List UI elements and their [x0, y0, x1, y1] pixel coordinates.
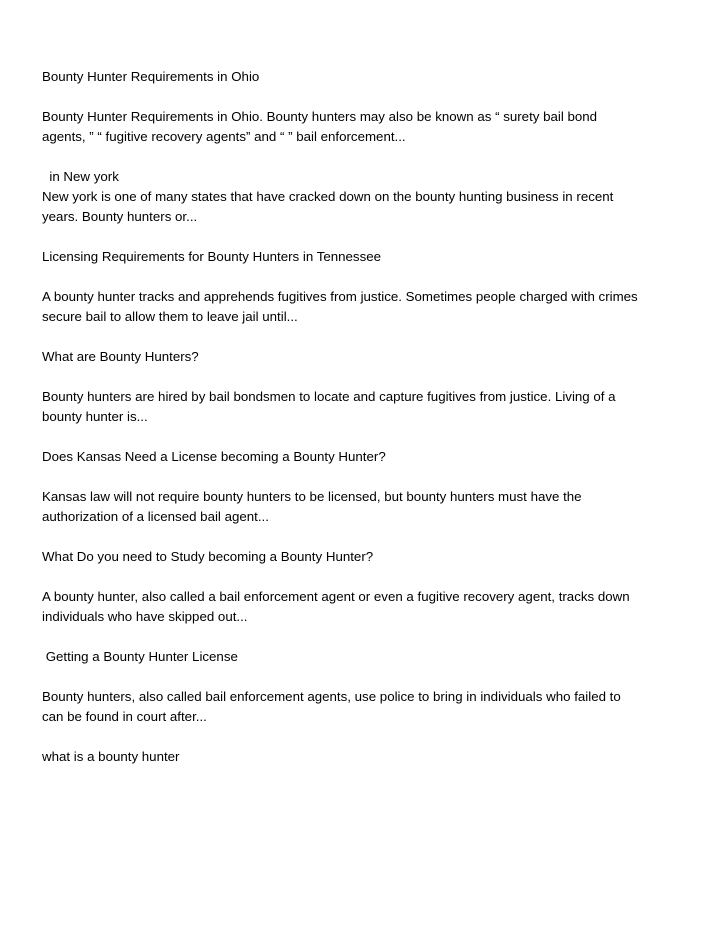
- blank-line: [42, 567, 692, 587]
- paragraph-ohio-line-1: Bounty Hunter Requirements in Ohio. Bounty hunters may also be known as “ surety bail bond: [42, 109, 598, 124]
- blank-line: [42, 667, 692, 687]
- paragraph-ohio-line-2: agents, ” “ fugitive recovery agents” and “ ” bail enforcement...: [42, 129, 406, 144]
- paragraph-license-line-1: Bounty hunters, also called bail enforcement agents, use police to bring in individuals who failed to: [42, 689, 621, 704]
- document-body: [42, 67, 692, 767]
- blank-line: [42, 327, 692, 347]
- heading-what-are: What are Bounty Hunters?: [42, 349, 199, 364]
- blank-line: [42, 527, 692, 547]
- paragraph-tennessee-line-2: secure bail to allow them to leave jail until...: [42, 309, 298, 324]
- paragraph-kansas-line-1: Kansas law will not require bounty hunters to be licensed, but bounty hunters must have the: [42, 489, 582, 504]
- heading-kansas: Does Kansas Need a License becoming a Bounty Hunter?: [42, 449, 386, 464]
- paragraph-kansas-line-2: authorization of a licensed bail agent...: [42, 509, 269, 524]
- blank-line: [42, 727, 692, 747]
- heading-new-york: in New york: [42, 169, 119, 184]
- paragraph-what-are-line-2: bounty hunter is...: [42, 409, 148, 424]
- heading-what-is: what is a bounty hunter: [42, 749, 180, 764]
- blank-line: [42, 467, 692, 487]
- blank-line: [42, 87, 692, 107]
- blank-line: [42, 427, 692, 447]
- heading-ohio: Bounty Hunter Requirements in Ohio: [42, 69, 260, 84]
- blank-line: [42, 627, 692, 647]
- blank-line: [42, 147, 692, 167]
- heading-study: What Do you need to Study becoming a Bounty Hunter?: [42, 549, 374, 564]
- paragraph-new-york-line-2: years. Bounty hunters or...: [42, 209, 198, 224]
- paragraph-tennessee-line-1: A bounty hunter tracks and apprehends fugitives from justice. Sometimes people charged with crimes: [42, 289, 638, 304]
- paragraph-study-line-1: A bounty hunter, also called a bail enforcement agent or even a fugitive recovery agent, tracks down: [42, 589, 630, 604]
- paragraph-what-are-line-1: Bounty hunters are hired by bail bondsmen to locate and capture fugitives from justice. Living of a: [42, 389, 616, 404]
- blank-line: [42, 267, 692, 287]
- paragraph-study-line-2: individuals who have skipped out...: [42, 609, 248, 624]
- heading-license: Getting a Bounty Hunter License: [42, 649, 238, 664]
- blank-line: [42, 367, 692, 387]
- heading-tennessee: Licensing Requirements for Bounty Hunters in Tennessee: [42, 249, 382, 264]
- paragraph-license-line-2: can be found in court after...: [42, 709, 207, 724]
- paragraph-new-york-line-1: New york is one of many states that have cracked down on the bounty hunting business in recent: [42, 189, 614, 204]
- blank-line: [42, 227, 692, 247]
